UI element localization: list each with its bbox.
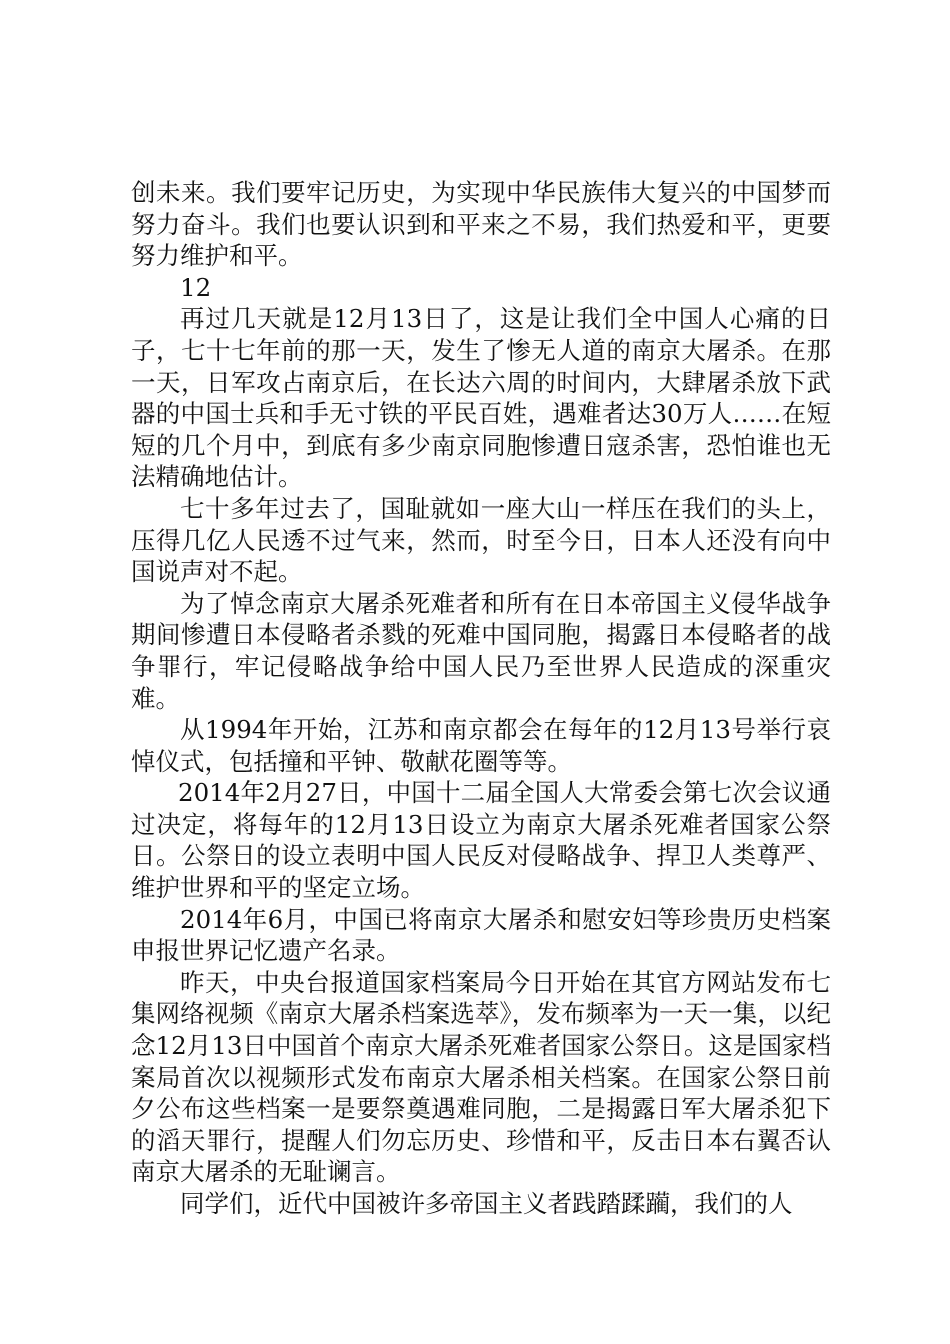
- section-number: 12: [180, 272, 212, 302]
- paragraph-continued-ending: 创未来。我们要牢记历史，为实现中华民族伟大复兴的中国梦而努力奋斗。我们也要认识到和平来之不易，我们热爱和平，更要努力维护和平。: [131, 178, 831, 271]
- paragraph-memory-of-world: 2014年6月，中国已将南京大屠杀和慰安妇等珍贵历史档案申报世界记忆遗产名录。: [131, 904, 831, 966]
- paragraph-closing-address: 同学们，近代中国被许多帝国主义者践踏蹂躏，我们的人: [180, 1189, 793, 1218]
- document-body: [131, 177, 831, 1220]
- paragraph-national-shame: 七十多年过去了，国耻就如一座大山一样压在我们的头上，压得几亿人民透不过气来，然而，时至今日，日本人还没有向中国说声对不起。: [131, 493, 831, 587]
- paragraph-2014-decision: 2014年2月27日，中国十二届全国人大常委会第七次会议通过决定，将每年的12月13日设立为南京大屠杀死难者国家公祭日。公祭日的设立表明中国人民反对侵略战争、捍卫人类尊严、维护世界和平的坚定立场。: [131, 778, 831, 903]
- paragraph-archive-videos: 昨天，中央台报道国家档案局今日开始在其官方网站发布七集网络视频《南京大屠杀档案选萃》，发布频率为一天一集，以纪念12月13日中国首个南京大屠杀死难者国家公祭日。这是国家档案局首次以视频形式发布南京大屠杀相关档案。在国家公祭日前夕公布这些档案一是要祭奠遇难同胞，二是揭露日军大屠杀犯下的滔天罪行，提醒人们勿忘历史、珍惜和平，反击日本右翼否认南京大屠杀的无耻谰言。: [131, 967, 831, 1187]
- paragraph-nanjing-intro: 再过几天就是12月13日了，这是让我们全中国人心痛的日子，七十七年前的那一天，发生了惨无人道的南京大屠杀。在那一天，日军攻占南京后，在长达六周的时间内，大肆屠杀放下武器的中国士兵和手无寸铁的平民百姓，遇难者达30万人……在短短的几个月中，到底有多少南京同胞惨遭日寇杀害，恐怕谁也无法精确地估计。: [131, 304, 831, 492]
- paragraph-commemoration-purpose: 为了悼念南京大屠杀死难者和所有在日本帝国主义侵华战争期间惨遭日本侵略者杀戮的死难中国同胞，揭露日本侵略者的战争罪行，牢记侵略战争给中国人民乃至世界人民造成的深重灾难。: [131, 588, 831, 713]
- paragraph-1994-ceremony: 从1994年开始，江苏和南京都会在每年的12月13号举行哀悼仪式，包括撞和平钟、敬献花圈等等。: [131, 715, 831, 776]
